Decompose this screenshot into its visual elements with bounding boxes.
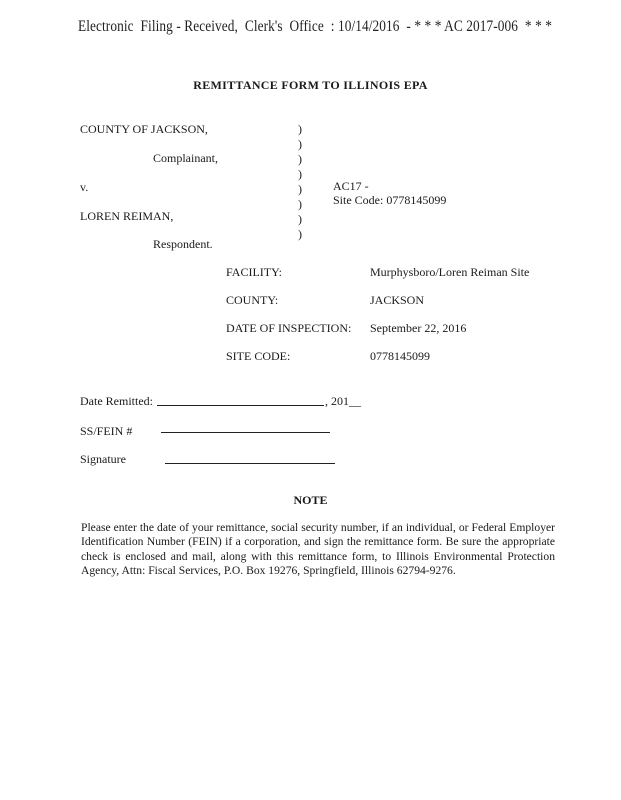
note-heading: NOTE [293, 493, 328, 507]
date-remitted-suffix: , 201__ [325, 394, 361, 408]
stamp-electronic: Electronic [78, 18, 134, 35]
note-body: Please enter the date of your remittance, social security number, if an individual, or Federal Employer Identification Number (FEIN) if a corporation, and sign the remittance form. Be sure the appropriate check is enclosed and mail, along with this remittance form, to Illinois Environmental Protection Agency, Attn: Fiscal Services, P.O. Box 19276, Springfield, Illinois 62794-9276. [81, 521, 555, 578]
caption-site-code: Site Code: 0778145099 [333, 193, 447, 207]
plaintiff-role: Complainant, [153, 151, 218, 165]
inspection-date-value: September 22, 2016 [370, 321, 467, 335]
caption-paren-column: ) ) ) ) ) ) ) ) [298, 122, 302, 241]
ssn-fein-field[interactable] [161, 432, 330, 433]
defendant-name: LOREN REIMAN, [80, 209, 174, 223]
county-value: JACKSON [370, 293, 425, 307]
site-code-value: 0778145099 [370, 349, 430, 363]
document-title: REMITTANCE FORM TO ILLINOIS EPA [193, 78, 428, 92]
signature-label: Signature [80, 452, 126, 466]
date-remitted-field[interactable] [157, 405, 324, 406]
county-label: COUNTY: [226, 293, 279, 307]
filing-stamp [78, 18, 559, 36]
site-code-label: SITE CODE: [226, 349, 291, 363]
ssn-fein-label: SS/FEIN # [80, 424, 133, 438]
stamp-filing: Filing - Received, [140, 18, 238, 35]
stamp-date: : 10/14/2016 [330, 18, 400, 35]
stamp-clerks: Clerk's [244, 18, 283, 35]
facility-label: FACILITY: [226, 265, 283, 279]
defendant-role: Respondent. [153, 237, 213, 251]
versus: v. [80, 180, 89, 194]
date-remitted-label: Date Remitted: [80, 394, 153, 408]
signature-field[interactable] [165, 463, 335, 464]
plaintiff-name: COUNTY OF JACKSON, [80, 122, 208, 136]
case-number: AC17 - [333, 179, 369, 193]
stamp-stars: * * * [524, 18, 552, 35]
facility-value: Murphysboro/Loren Reiman Site [370, 265, 530, 279]
inspection-date-label: DATE OF INSPECTION: [226, 321, 352, 335]
stamp-office: Office [289, 18, 324, 35]
stamp-case: - * * * AC 2017-006 [406, 18, 519, 35]
